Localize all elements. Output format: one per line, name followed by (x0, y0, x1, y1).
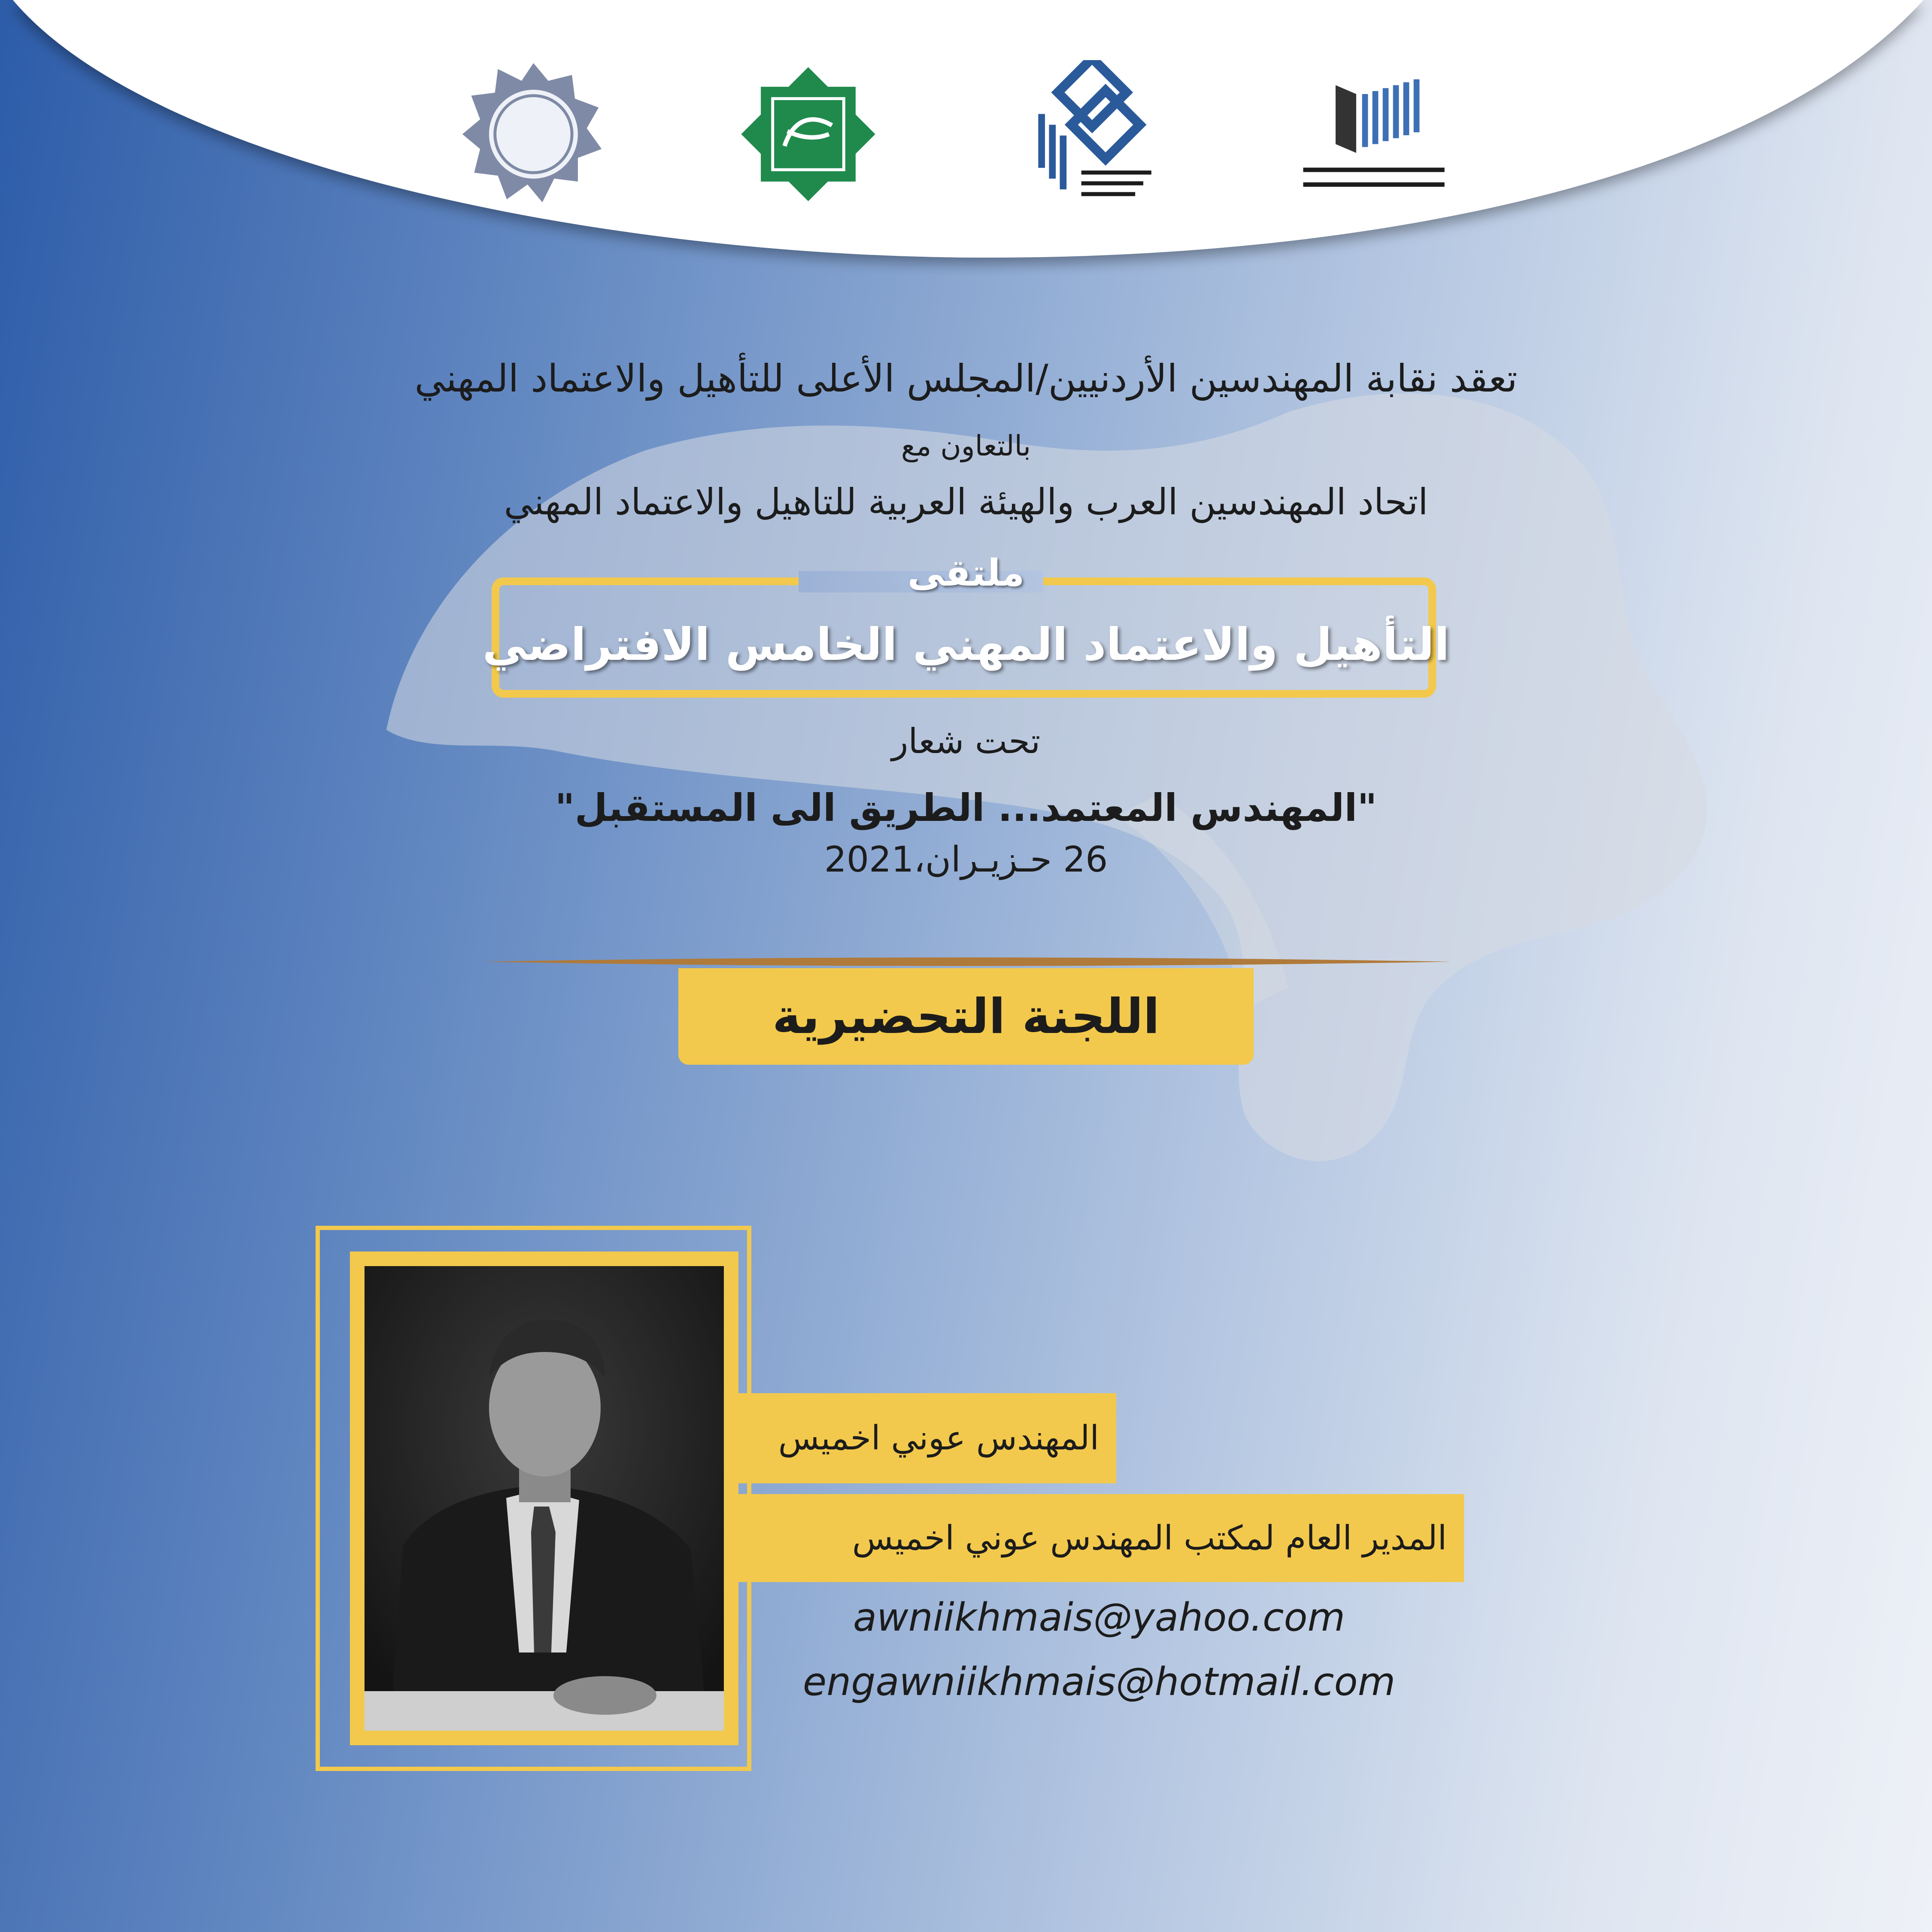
event-date: 26 حـزيـران،2021 (824, 839, 1108, 880)
divider-flourish (481, 955, 1451, 968)
organizers-line: تعقد نقابة المهندسين الأردنيين/المجلس الأعلى للتأهيل والاعتماد المهني (414, 356, 1518, 401)
partners-line: اتحاد المهندسين العرب والهيئة العربية للتاهيل والاعتماد المهني (504, 481, 1428, 523)
arab-engineers-federation-logo (734, 60, 882, 208)
cooperation-line: بالتعاون مع (901, 429, 1031, 462)
member-role-tag (738, 1494, 1464, 1582)
jordan-higher-council-logo (1026, 60, 1163, 208)
member-portrait (365, 1266, 724, 1731)
forum-label: ملتقى (907, 552, 1025, 595)
member-name-tag (738, 1393, 1116, 1483)
committee-label: اللجنة التحضيرية (772, 988, 1160, 1045)
email-hotmail-link[interactable]: engawniikhmais@hotmail.com (802, 1659, 1396, 1704)
email-yahoo-link[interactable]: awniikhmais@yahoo.com (853, 1595, 1346, 1640)
jordan-engineers-association-logo (1271, 64, 1477, 206)
top-arc (0, 0, 1932, 275)
member-role: المدير العام لمكتب المهندس عوني اخميس (852, 1519, 1447, 1558)
arab-authority-qualification-logo (459, 60, 608, 208)
committee-banner (678, 968, 1254, 1065)
member-name: المهندس عوني اخميس (778, 1419, 1099, 1458)
slogan-label: تحت شعار (891, 721, 1041, 761)
slogan: "المهندس المعتمد... الطريق الى المستقبل" (555, 786, 1377, 830)
forum-title: التأهيل والاعتماد المهني الخامس الافتراضي (482, 618, 1450, 671)
